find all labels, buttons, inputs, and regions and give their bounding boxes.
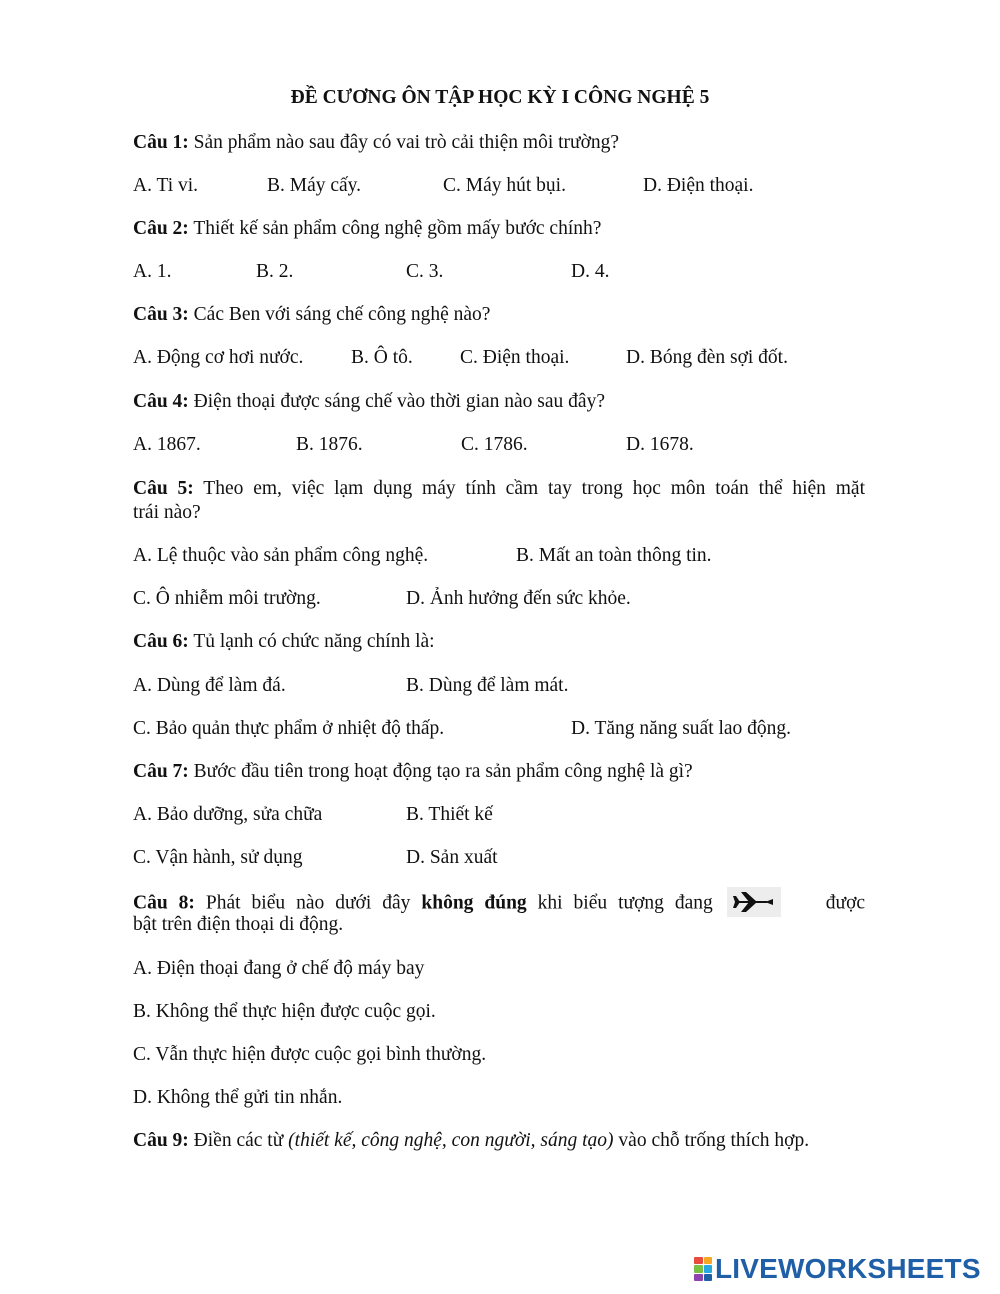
question-text: Bước đầu tiên trong hoạt động tạo ra sản phẩm công nghệ là gì?: [193, 761, 693, 782]
question-text: Phát biểu nào dưới đây: [205, 892, 411, 914]
question-text: Tủ lạnh có chức năng chính là:: [193, 631, 435, 652]
option-d: D. 4.: [571, 261, 610, 282]
option-d: D. 1678.: [626, 434, 694, 455]
option-a: A. Lệ thuộc vào sản phẩm công nghệ.: [133, 545, 429, 566]
question-number: Câu 4:: [133, 391, 189, 412]
question-9: [133, 1129, 809, 1153]
question-3: [133, 303, 490, 327]
option-b: B. Máy cấy.: [267, 175, 362, 196]
option-d: D. Sản xuất: [406, 847, 498, 868]
question-text: Theo em, việc lạm dụng máy tính cầm tay trong học môn toán thể hiện mặt: [203, 478, 866, 499]
option-b: B. Ô tô.: [351, 347, 413, 368]
airplane-mode-icon: [727, 887, 781, 917]
option-a: A. 1.: [133, 261, 172, 282]
question-number: Câu 9:: [133, 1130, 189, 1151]
option-c: C. Ô nhiễm môi trường.: [133, 588, 321, 609]
question-text: Điện thoại được sáng chế vào thời gian nào sau đây?: [193, 391, 605, 412]
option-a: A. Bảo dưỡng, sửa chữa: [133, 804, 323, 825]
option-c: C. 3.: [406, 261, 444, 282]
option-b: B. 2.: [256, 261, 294, 282]
question-number: Câu 3:: [133, 304, 189, 325]
option-d: D. Điện thoại.: [643, 175, 754, 196]
option-b: B. Không thể thực hiện được cuộc gọi.: [133, 1001, 436, 1022]
question-text: Sản phẩm nào sau đây có vai trò cải thiện môi trường?: [193, 132, 620, 153]
option-c: C. Bảo quản thực phẩm ở nhiệt độ thấp.: [133, 718, 445, 739]
logo-blocks-icon: [694, 1257, 712, 1281]
option-d: D. Không thể gửi tin nhắn.: [133, 1087, 343, 1108]
option-b: B. Thiết kế: [406, 804, 493, 825]
option-c: C. 1786.: [461, 434, 528, 455]
logo-text: LIVEWORKSHEETS: [715, 1253, 981, 1284]
question-number: Câu 1:: [133, 132, 189, 153]
option-a: A. Điện thoại đang ở chế độ máy bay: [133, 958, 425, 979]
question-text-cont: trái nào?: [133, 502, 201, 523]
question-7: [133, 760, 693, 784]
question-text: Các Ben với sáng chế công nghệ nào?: [193, 304, 491, 325]
option-a: A. Dùng để làm đá.: [133, 675, 286, 696]
question-4: [133, 390, 605, 414]
question-5: [133, 477, 865, 501]
option-c: C. Vẫn thực hiện được cuộc gọi bình thường.: [133, 1044, 487, 1065]
question-text-emphasis: không đúng: [421, 892, 527, 914]
option-a: A. 1867.: [133, 434, 201, 455]
option-d: D. Bóng đèn sợi đốt.: [626, 347, 788, 368]
option-a: A. Ti vi.: [133, 175, 199, 196]
question-text: Điền các từ: [193, 1130, 284, 1151]
option-d: D. Ảnh hưởng đến sức khỏe.: [406, 588, 631, 609]
question-6: [133, 630, 435, 654]
question-text: vào chỗ trống thích hợp.: [618, 1130, 810, 1151]
question-text: khi biểu tượng đang: [537, 892, 713, 914]
question-number: Câu 8:: [133, 892, 195, 914]
option-b: B. Mất an toàn thông tin.: [516, 545, 712, 566]
question-1: [133, 131, 619, 155]
liveworksheets-logo: [694, 1255, 981, 1283]
question-number: Câu 7:: [133, 761, 189, 782]
question-number: Câu 6:: [133, 631, 189, 652]
option-c: C. Máy hút bụi.: [443, 175, 566, 196]
page-title: ĐỀ CƯƠNG ÔN TẬP HỌC KỲ I CÔNG NGHỆ 5: [290, 87, 710, 108]
question-word-bank: (thiết kế, công nghệ, con người, sáng tạo): [288, 1130, 614, 1151]
question-number: Câu 2:: [133, 218, 189, 239]
option-a: A. Động cơ hơi nước.: [133, 347, 304, 368]
option-d: D. Tăng năng suất lao động.: [571, 718, 792, 739]
question-text-cont: bật trên điện thoại di động.: [133, 914, 344, 935]
question-text: Thiết kế sản phẩm công nghệ gồm mấy bước chính?: [193, 218, 602, 239]
question-text: được: [825, 892, 866, 914]
option-c: C. Vận hành, sử dụng: [133, 847, 303, 868]
option-b: B. 1876.: [296, 434, 363, 455]
option-c: C. Điện thoại.: [460, 347, 570, 368]
question-number: Câu 5:: [133, 478, 194, 499]
option-b: B. Dùng để làm mát.: [406, 675, 569, 696]
question-2: [133, 217, 601, 241]
